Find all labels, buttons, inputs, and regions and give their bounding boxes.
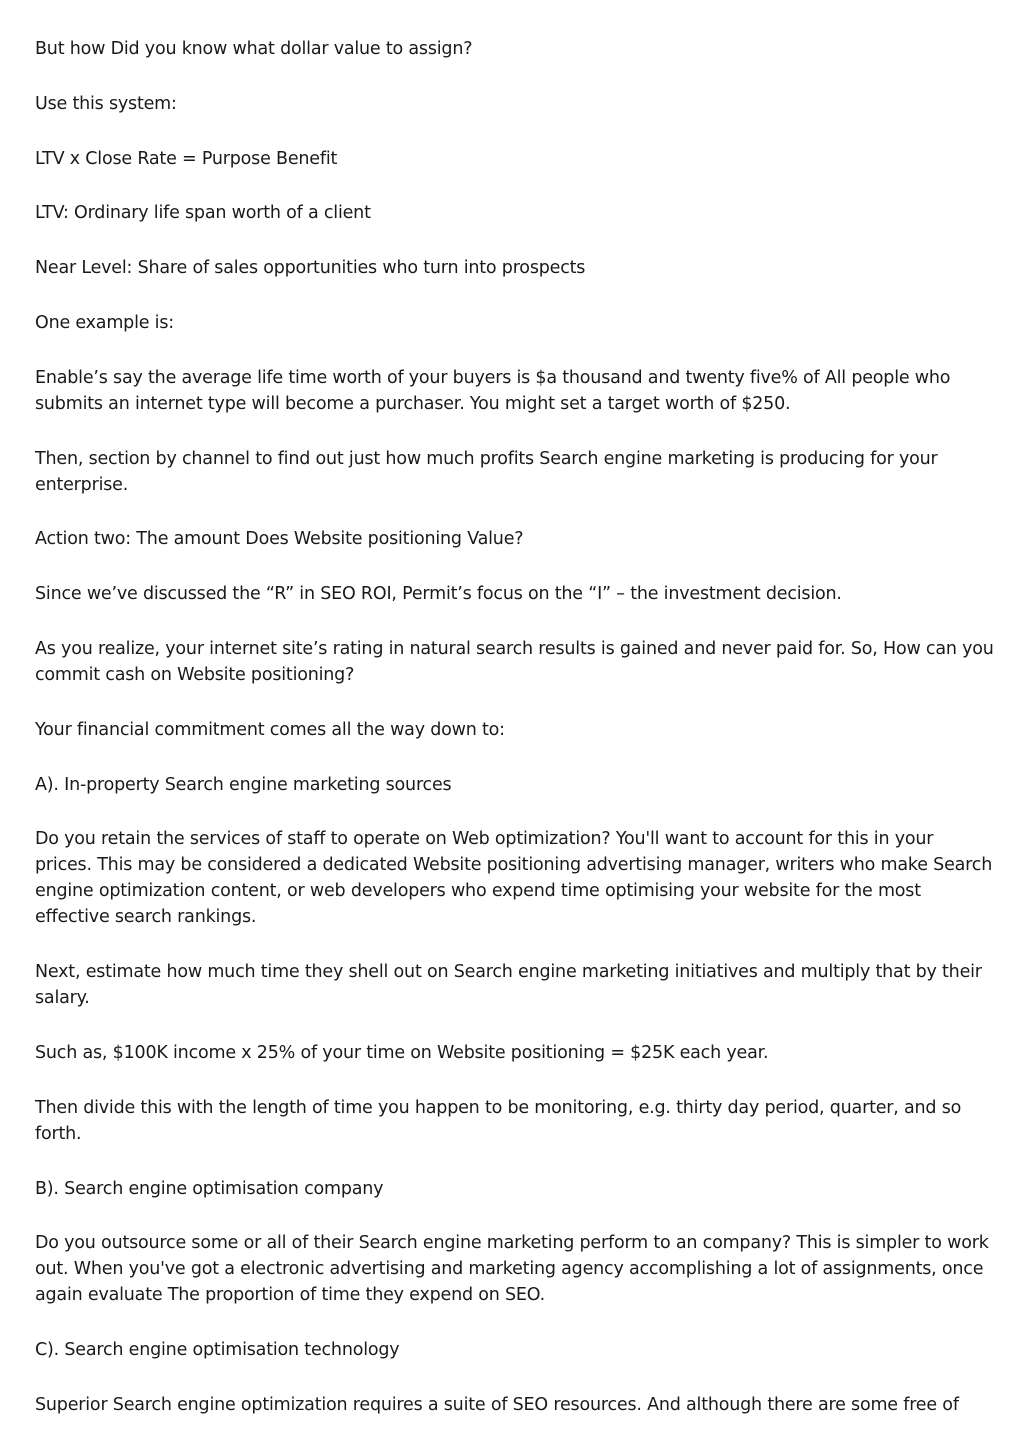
paragraph-agency-outsource: Do you outsource some or all of their Search engine marketing perform to an company? This is simpler to work out. When you've got a electronic advertising and marketing agency accomplishing a lot of assignments, once again evaluate The proportion of time they expend on SEO. <box>35 1233 989 1306</box>
paragraph-organic-ranking: As you realize, your internet site’s rating in natural search results is gained and never paid for. So, How can you commit cash on Website positioning? <box>35 638 994 685</box>
paragraph-salary-example: Such as, $100K income x 25% of your time on Website positioning = $25K each year. <box>35 1042 769 1063</box>
paragraph-section-b-heading: B). Search engine optimisation company <box>35 1178 384 1199</box>
paragraph-example-intro: One example is: <box>35 312 174 333</box>
paragraph-section-a-heading: A). In-property Search engine marketing sources <box>35 774 452 795</box>
paragraph-seo-tools: Superior Search engine optimization requires a suite of SEO resources. And although there are some free of <box>35 1394 959 1415</box>
document-body <box>35 36 995 1447</box>
paragraph-ltv-definition: LTV: Ordinary life span worth of a client <box>35 203 371 224</box>
paragraph-section-c-heading: C). Search engine optimisation technology <box>35 1340 400 1361</box>
paragraph-investment-focus: Since we’ve discussed the “R” in SEO ROI, Permit’s focus on the “I” – the investment decision. <box>35 584 842 605</box>
paragraph-action-two-heading: Action two: The amount Does Website positioning Value? <box>35 529 524 550</box>
paragraph-example-detail: Enable’s say the average life time worth of your buyers is $a thousand and twenty five% of All people who submits an internet type will become a purchaser. You might set a target worth of $250. <box>35 367 951 414</box>
paragraph-in-house-staff: Do you retain the services of staff to operate on Web optimization? You'll want to account for this in your prices. This may be considered a dedicated Website positioning advertising manager, writers who make Search engine optimization content, or web developers who expend time optimising your website for the most effective search rankings. <box>35 829 993 928</box>
paragraph-divide-period: Then divide this with the length of time you happen to be monitoring, e.g. thirty day period, quarter, and so forth. <box>35 1097 962 1144</box>
paragraph-formula: LTV x Close Rate = Purpose Benefit <box>35 148 338 169</box>
paragraph-estimate-time: Next, estimate how much time they shell out on Search engine marketing initiatives and multiply that by their salary. <box>35 962 982 1009</box>
paragraph-close-rate-definition: Near Level: Share of sales opportunities who turn into prospects <box>35 258 586 279</box>
paragraph-commitment-intro: Your financial commitment comes all the way down to: <box>35 719 505 740</box>
paragraph-segment-by-channel: Then, section by channel to find out just how much profits Search engine marketing is producing for your enterprise. <box>35 448 938 495</box>
paragraph-dollar-value-question: But how Did you know what dollar value to assign? <box>35 39 473 59</box>
paragraph-use-system: Use this system: <box>35 93 177 114</box>
